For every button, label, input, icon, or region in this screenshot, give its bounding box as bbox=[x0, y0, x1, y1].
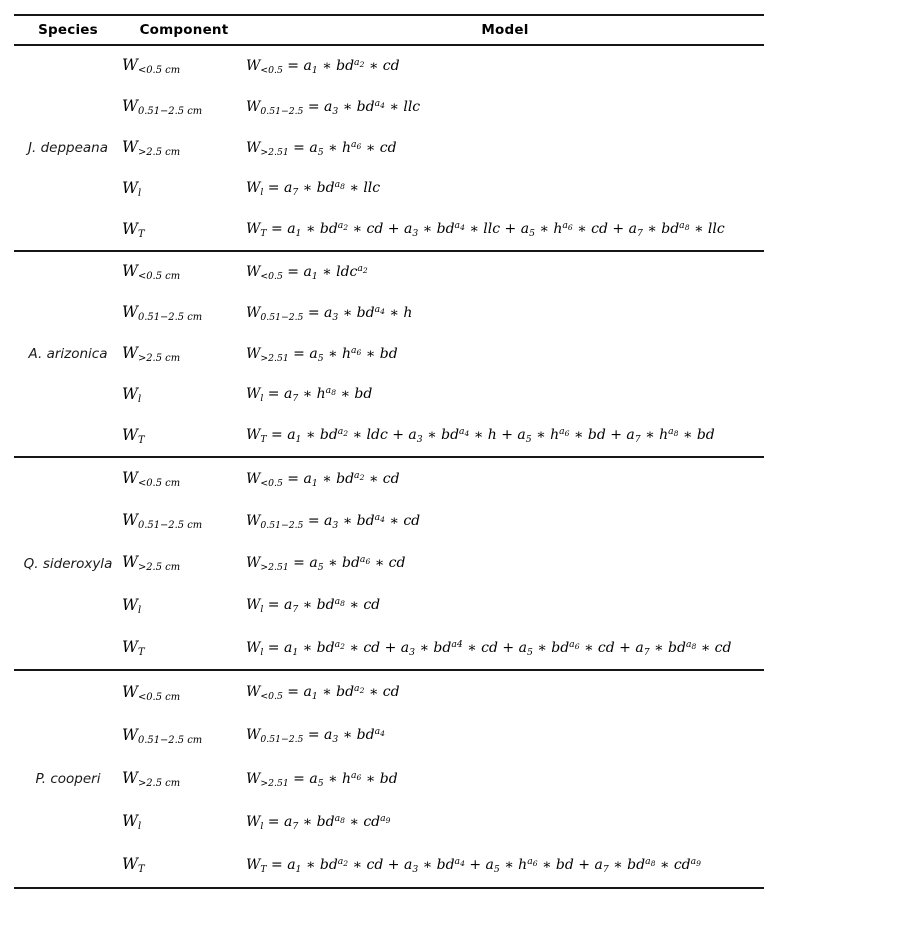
table-row bbox=[122, 458, 764, 500]
component-label: $W_T$ bbox=[122, 855, 145, 876]
component-label: $W_T$ bbox=[122, 219, 145, 240]
component-label: $W_l$ bbox=[122, 178, 142, 199]
model-equation: $W_{0.51-2.5} = a_3$ ∗ $bd^{a_4}$ bbox=[246, 726, 385, 746]
table-row bbox=[122, 168, 764, 209]
component-label: $W_{0.51-2.5 cm}$ bbox=[122, 97, 203, 118]
component-label: $W_{>2.5 cm}$ bbox=[122, 343, 181, 365]
model-equation: $W_{0.51-2.5} = a_3$ ∗ $bd^{a_4}$ ∗ llc bbox=[246, 97, 421, 117]
species-name: J. deppeana bbox=[28, 140, 108, 156]
model-equation: $W_{<0.5} = a_1$ ∗ ldc$^{a_2}$ bbox=[246, 263, 368, 282]
model-equation: $W_l = a_7$ ∗ $bd^{a_8}$ ∗ $cd^{a_9}$ bbox=[246, 812, 391, 832]
table-row bbox=[122, 334, 764, 375]
component-label: $W_{>2.5 cm}$ bbox=[122, 137, 181, 159]
model-equation: $W_{0.51-2.5} = a_3$ ∗ $bd^{a_4}$ ∗ h bbox=[246, 303, 413, 323]
component-label: $W_{0.51-2.5 cm}$ bbox=[122, 725, 203, 746]
component-label: $W_{>2.5 cm}$ bbox=[122, 553, 181, 574]
component-label: $W_l$ bbox=[122, 595, 142, 616]
model-equation: $W_{>2.51} = a_5$ ∗ $bd^{a_6}$ ∗ cd bbox=[246, 554, 406, 573]
table-row bbox=[122, 801, 764, 844]
section-rows bbox=[122, 671, 764, 887]
table-row bbox=[122, 87, 764, 128]
model-equation: $W_T = a_1$ ∗ $bd^{a_2}$ ∗ cd + $a_3$ ∗ $bd^{a_4}$ ∗ llc + $a_5$ ∗ $h^{a_6}$ ∗ cd + $a_7$ ∗ $bd^{a_8}$ ∗ llc bbox=[246, 220, 725, 239]
species-section-q-sideroxyla bbox=[14, 458, 764, 671]
model-equation: $W_{>2.51} = a_5$ ∗ $h^{a_6}$ ∗ cd bbox=[246, 138, 397, 158]
column-header-model: Model bbox=[481, 22, 529, 38]
component-label: $W_T$ bbox=[122, 637, 145, 658]
table-header-row bbox=[14, 14, 764, 46]
model-equation: $W_l = a_1$ ∗ $bd^{a_2}$ ∗ cd + $a_3$ ∗ $bd^{a4}$ ∗ cd + $a_5$ ∗ $bd^{a_6}$ ∗ cd + $a_7$ ∗ $bd^{a_8}$ ∗ cd bbox=[246, 638, 732, 658]
table-row bbox=[122, 844, 764, 887]
model-equation: $W_T = a_1$ ∗ $bd^{a_2}$ ∗ cd + $a_3$ ∗ $bd^{a_4} + a_5$ ∗ $h^{a_6}$ ∗ bd + $a_7$ ∗ $bd^{a_8}$ ∗ $cd^{a_9}$ bbox=[246, 856, 701, 875]
model-equation: $W_l = a_7$ ∗ $bd^{a_8}$ ∗ llc bbox=[246, 179, 381, 199]
component-label: $W_{<0.5 cm}$ bbox=[122, 262, 181, 283]
model-equation: $W_{>2.51} = a_5$ ∗ $h^{a_6}$ ∗ bd bbox=[246, 344, 398, 364]
model-equation: $W_{<0.5} = a_1$ ∗ $bd^{a_2}$ ∗ cd bbox=[246, 683, 400, 702]
component-label: $W_l$ bbox=[122, 812, 142, 833]
species-name: P. cooperi bbox=[35, 771, 101, 787]
column-header-component: Component bbox=[139, 22, 229, 38]
section-rows bbox=[122, 46, 764, 250]
table-row bbox=[122, 415, 764, 456]
models-table bbox=[14, 14, 764, 889]
table-row bbox=[122, 374, 764, 415]
model-equation: $W_{>2.51} = a_5$ ∗ $h^{a_6}$ ∗ bd bbox=[246, 769, 398, 789]
table-row bbox=[122, 542, 764, 584]
table-row bbox=[122, 627, 764, 669]
species-section-a-arizonica bbox=[14, 252, 764, 458]
component-label: $W_{<0.5 cm}$ bbox=[122, 469, 181, 490]
model-equation: $W_l = a_7$ ∗ $h^{a_8}$ ∗ bd bbox=[246, 385, 373, 405]
component-label: $W_{0.51-2.5 cm}$ bbox=[122, 511, 203, 532]
component-label: $W_{<0.5 cm}$ bbox=[122, 56, 181, 77]
species-name: Q. sideroxyla bbox=[23, 555, 113, 572]
model-equation: $W_l = a_7$ ∗ $bd^{a_8}$ ∗ cd bbox=[246, 596, 381, 616]
section-rows bbox=[122, 458, 764, 669]
species-section-j-deppeana bbox=[14, 46, 764, 252]
table-row bbox=[122, 252, 764, 293]
table-row bbox=[122, 500, 764, 542]
model-equation: $W_{0.51-2.5} = a_3$ ∗ $bd^{a_4}$ ∗ cd bbox=[246, 511, 421, 531]
table-row bbox=[122, 671, 764, 714]
table-row bbox=[122, 293, 764, 334]
table-row bbox=[122, 585, 764, 627]
table-row bbox=[122, 209, 764, 250]
component-label: $W_T$ bbox=[122, 425, 145, 446]
species-section-p-cooperi bbox=[14, 671, 764, 889]
model-equation: $W_{<0.5} = a_1$ ∗ $bd^{a_2}$ ∗ cd bbox=[246, 57, 400, 76]
column-header-species: Species bbox=[38, 22, 98, 38]
table-row bbox=[122, 714, 764, 757]
component-label: $W_{>2.5 cm}$ bbox=[122, 768, 181, 790]
component-label: $W_{<0.5 cm}$ bbox=[122, 682, 181, 703]
component-label: $W_{0.51-2.5 cm}$ bbox=[122, 303, 203, 324]
section-rows bbox=[122, 252, 764, 456]
model-equation: $W_{<0.5} = a_1$ ∗ $bd^{a_2}$ ∗ cd bbox=[246, 469, 400, 489]
species-name: A. arizonica bbox=[28, 346, 108, 362]
component-label: $W_l$ bbox=[122, 384, 142, 405]
table-row bbox=[122, 757, 764, 800]
table-row bbox=[122, 46, 764, 87]
model-equation: $W_T = a_1$ ∗ $bd^{a_2}$ ∗ ldc + $a_3$ ∗ $bd^{a_4}$ ∗ $h + a_5$ ∗ $h^{a_6}$ ∗ bd + $a_7$ ∗ $h^{a_8}$ ∗ bd bbox=[246, 426, 715, 445]
table-row bbox=[122, 128, 764, 169]
